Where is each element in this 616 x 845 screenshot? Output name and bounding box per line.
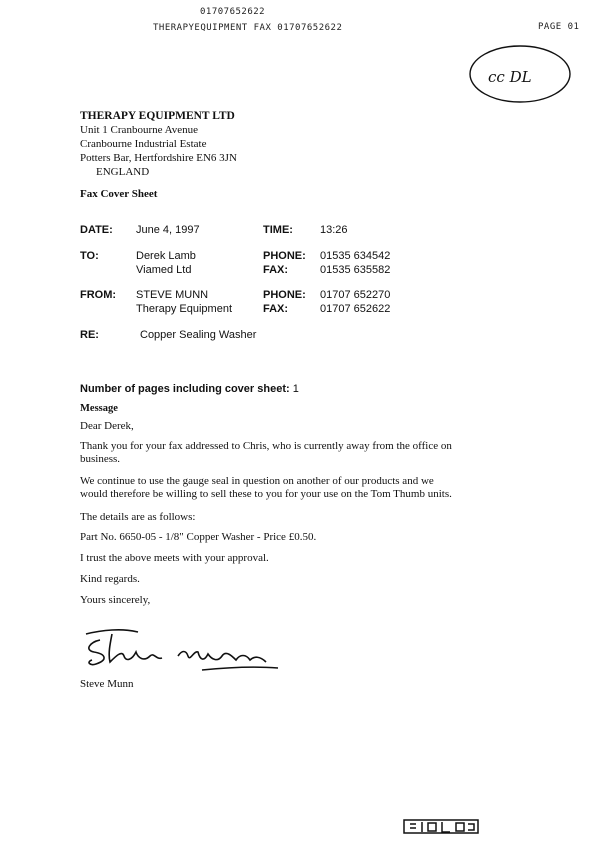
re-label: RE: xyxy=(80,329,99,341)
paragraph-1-line-1: Thank you for your fax addressed to Chris, who is currently away from the office on xyxy=(80,440,452,452)
re-value: Copper Sealing Washer xyxy=(140,329,257,341)
closing-1: Kind regards. xyxy=(80,573,140,585)
fax-header-line: THERAPYEQUIPMENT FAX 01707652622 xyxy=(153,23,343,33)
address-line-3: Potters Bar, Hertfordshire EN6 3JN xyxy=(80,152,237,164)
signature xyxy=(82,626,292,676)
time-label: TIME: xyxy=(263,224,293,236)
handwritten-annotation xyxy=(466,40,576,110)
paragraph-2-line-1: We continue to use the gauge seal in question on another of our products and we xyxy=(80,475,434,487)
from-phone: 01707 652270 xyxy=(320,289,391,301)
pages-line xyxy=(80,383,299,395)
to-company: Viamed Ltd xyxy=(136,264,192,276)
to-phone-label: PHONE: xyxy=(263,250,306,262)
scan-stamp-mark xyxy=(402,816,482,836)
annotation-text: cc DL xyxy=(488,68,532,86)
from-name: STEVE MUNN xyxy=(136,289,209,301)
fax-header-number: 01707652622 xyxy=(200,7,266,17)
to-phone: 01535 634542 xyxy=(320,250,391,262)
from-label: FROM: xyxy=(80,289,117,301)
pages-label: Number of pages including cover sheet: xyxy=(80,383,290,395)
paragraph-4: Part No. 6650-05 - 1/8" Copper Washer - Price £0.50. xyxy=(80,531,317,543)
time-value: 13:26 xyxy=(320,224,348,236)
paragraph-1-line-2: business. xyxy=(80,453,121,465)
to-label: TO: xyxy=(80,250,99,262)
address-line-1: Unit 1 Cranbourne Avenue xyxy=(80,124,199,136)
company-name: THERAPY EQUIPMENT LTD xyxy=(80,110,235,122)
message-heading: Message xyxy=(80,403,118,414)
salutation: Dear Derek, xyxy=(80,420,134,432)
closing-2: Yours sincerely, xyxy=(80,594,151,606)
date-label: DATE: xyxy=(80,224,113,236)
from-fax-label: FAX: xyxy=(263,303,289,315)
paragraph-2-line-2: would therefore be willing to sell these to you for your use on the Tom Thumb units. xyxy=(80,488,452,500)
paragraph-5: I trust the above meets with your approval. xyxy=(80,552,269,564)
document-title: Fax Cover Sheet xyxy=(80,188,158,200)
from-fax: 01707 652622 xyxy=(320,303,391,315)
date-value: June 4, 1997 xyxy=(136,224,200,236)
from-phone-label: PHONE: xyxy=(263,289,306,301)
pages-count: 1 xyxy=(292,383,299,395)
fax-header-page: PAGE 01 xyxy=(538,22,580,32)
address-line-2: Cranbourne Industrial Estate xyxy=(80,138,207,150)
signer-name: Steve Munn xyxy=(80,678,134,690)
paragraph-3: The details are as follows: xyxy=(80,511,196,523)
to-fax: 01535 635582 xyxy=(320,264,391,276)
from-company: Therapy Equipment xyxy=(136,303,232,315)
to-fax-label: FAX: xyxy=(263,264,289,276)
address-line-4: ENGLAND xyxy=(96,166,150,178)
to-name: Derek Lamb xyxy=(136,250,196,262)
